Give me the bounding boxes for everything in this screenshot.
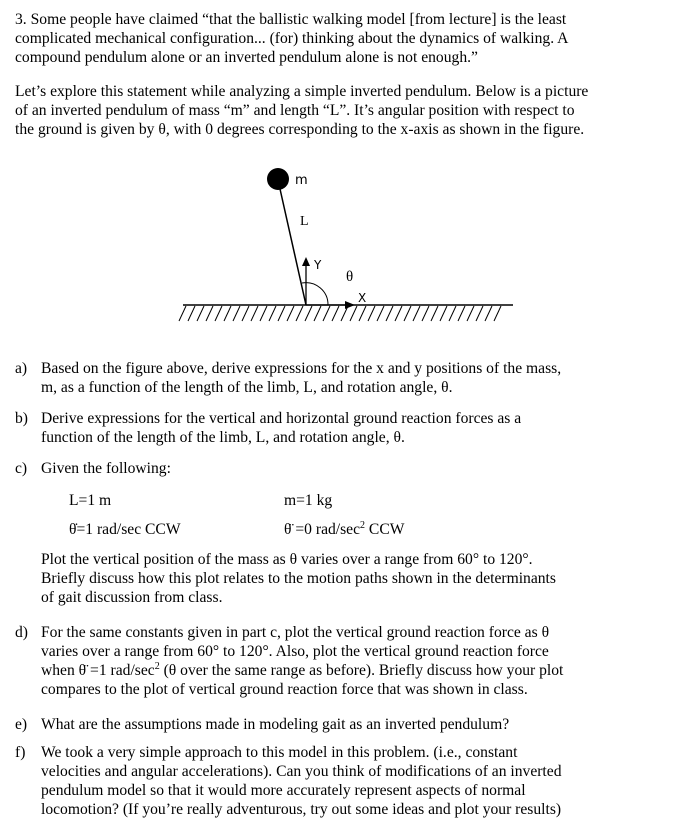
intro-line-1: 3. Some people have claimed “that the ballistic walking model [from lecture] is the least <box>15 11 567 28</box>
part-e-label: e) <box>15 716 28 733</box>
length-label: L <box>300 214 309 229</box>
part-d-line-2: varies over a range from 60° to 120°. Also, plot the vertical ground reaction force <box>41 643 549 660</box>
given-mass: m=1 kg <box>284 492 333 509</box>
part-f-line-1: We took a very simple approach to this model in this problem. (i.e., constant <box>41 744 518 761</box>
hatch-mark <box>215 306 222 321</box>
hatch-mark <box>350 306 357 321</box>
hatch-mark <box>305 306 312 321</box>
given-length: L=1 m <box>69 492 112 509</box>
hatch-mark <box>386 306 393 321</box>
part-c-line-2: Briefly discuss how this plot relates to the motion paths shown in the determinants <box>41 570 556 587</box>
hatch-mark <box>251 306 258 321</box>
part-e <box>15 715 666 734</box>
hatch-mark <box>269 306 276 321</box>
given-velocity: θ̇=1 rad/sec CCW <box>69 521 181 538</box>
y-axis-label: Y <box>314 258 322 272</box>
hatch-mark <box>377 306 384 321</box>
part-c-label: c) <box>15 460 28 477</box>
part-b <box>15 409 666 447</box>
part-a-line-1: Based on the figure above, derive expressions for the x and y positions of the mass, <box>41 360 562 377</box>
part-d <box>15 623 666 699</box>
hatch-mark <box>467 306 474 321</box>
hatch-mark <box>206 306 213 321</box>
question-setup <box>15 82 671 139</box>
pendulum-mass <box>267 168 289 190</box>
part-d-label: d) <box>15 624 28 641</box>
given-acceleration: θ̈ =0 rad/$\sec^2$ CCW <box>284 519 405 538</box>
setup-line-2: of an inverted pendulum of mass “m” and length “L”. It’s angular position with respect to <box>15 102 575 119</box>
part-d-line-3: when θ̈ =1 rad/$\sec^2$ (θ over the same range as before). Briefly discuss how your plot <box>41 660 564 679</box>
hatch-mark <box>188 306 195 321</box>
hatch-mark <box>476 306 483 321</box>
hatch-mark <box>431 306 438 321</box>
hatch-mark <box>287 306 294 321</box>
part-f-line-2: velocities and angular accelerations). Can you think of modifications of an inverted <box>41 763 562 780</box>
part-d-line-4: compares to the plot of vertical ground reaction force that was shown in class. <box>41 681 528 698</box>
x-axis-arrowhead <box>345 301 355 309</box>
hatch-mark <box>260 306 267 321</box>
hatch-mark <box>449 306 456 321</box>
part-d-line-1: For the same constants given in part c, plot the vertical ground reaction force as θ <box>41 624 550 641</box>
hatch-mark <box>242 306 249 321</box>
part-b-line-2: function of the length of the limb, L, and rotation angle, θ. <box>41 429 405 446</box>
hatch-mark <box>224 306 231 321</box>
setup-line-3: the ground is given by θ, with 0 degrees corresponding to the x-axis as shown in the figure. <box>15 121 585 138</box>
inverted-pendulum-figure <box>178 165 518 330</box>
hatch-mark <box>458 306 465 321</box>
part-c-line-1: Plot the vertical position of the mass as θ varies over a range from 60° to 120°. <box>41 551 533 568</box>
part-e-line-1: What are the assumptions made in modeling gait as an inverted pendulum? <box>41 716 510 733</box>
hatch-mark <box>341 306 348 321</box>
part-b-label: b) <box>15 410 28 427</box>
hatch-mark <box>440 306 447 321</box>
hatch-mark <box>296 306 303 321</box>
hatch-mark <box>404 306 411 321</box>
intro-line-3: compound pendulum alone or an inverted pendulum alone is not enough.” <box>15 49 478 66</box>
part-a-label: a) <box>15 360 28 377</box>
x-axis-label: X <box>358 291 367 305</box>
ground-hatching <box>179 306 501 321</box>
hatch-mark <box>179 306 186 321</box>
y-axis-arrowhead <box>302 257 310 266</box>
hatch-mark <box>323 306 330 321</box>
question-intro <box>15 10 671 67</box>
part-f <box>15 743 666 819</box>
part-f-label: f) <box>15 744 26 761</box>
intro-line-2: complicated mechanical configuration... (for) thinking about the dynamics of walking. A <box>15 30 569 47</box>
hatch-mark <box>368 306 375 321</box>
part-c-intro: Given the following: <box>41 460 171 477</box>
hatch-mark <box>314 306 321 321</box>
part-c-body <box>41 550 666 607</box>
part-a <box>15 359 666 397</box>
question-number: 3. <box>15 11 27 28</box>
part-c-line-3: of gait discussion from class. <box>41 589 223 606</box>
pendulum-rod <box>278 180 306 305</box>
hatch-mark <box>332 306 339 321</box>
setup-line-1: Let’s explore this statement while analyzing a simple inverted pendulum. Below is a picture <box>15 83 589 100</box>
part-b-line-1: Derive expressions for the vertical and horizontal ground reaction forces as a <box>41 410 522 427</box>
hatch-mark <box>422 306 429 321</box>
hatch-mark <box>494 306 501 321</box>
hatch-mark <box>197 306 204 321</box>
part-a-line-2: m, as a function of the length of the limb, L, and rotation angle, θ. <box>41 379 453 396</box>
part-c <box>15 459 666 478</box>
hatch-mark <box>278 306 285 321</box>
hatch-mark <box>233 306 240 321</box>
hatch-mark <box>413 306 420 321</box>
angle-label: θ <box>346 269 354 285</box>
hatch-mark <box>485 306 492 321</box>
mass-label: m <box>295 173 308 188</box>
hatch-mark <box>359 306 366 321</box>
hatch-mark <box>395 306 402 321</box>
part-f-line-4: locomotion? (If you’re really adventurous, try out some ideas and plot your results) <box>41 801 562 818</box>
part-f-line-3: pendulum model so that it would more accurately represent aspects of normal <box>41 782 526 799</box>
